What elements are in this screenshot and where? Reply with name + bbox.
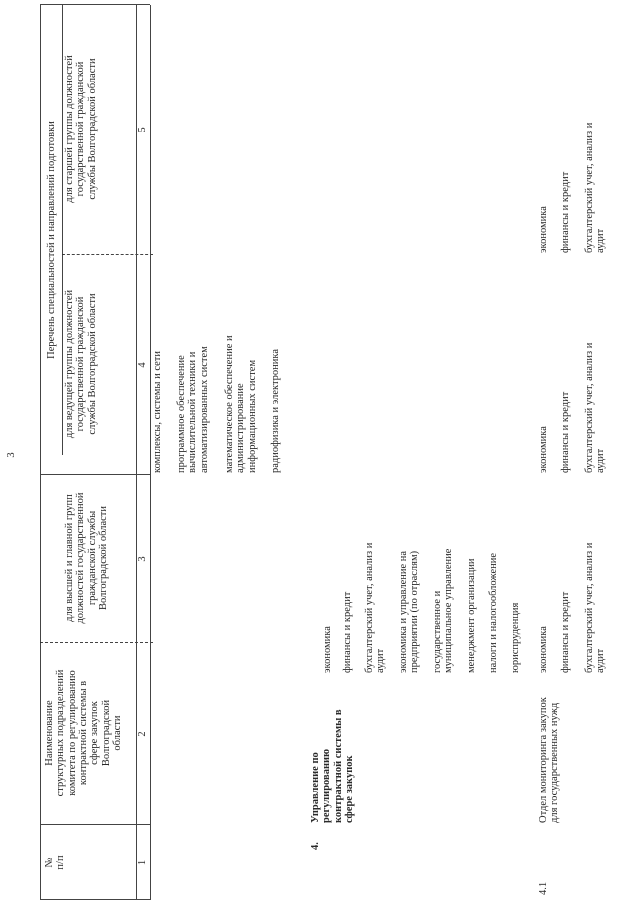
section-4-1-top-item-1: финансы и кредит — [560, 591, 571, 673]
section-4-top-item-3: экономика и управление на предприятии (по отраслям) — [398, 550, 421, 673]
col-number-3: 3 — [137, 556, 148, 562]
section-4-1-senior-item-1: финансы и кредит — [560, 171, 571, 253]
header-department-name: Наименование структурных подразделений комитета по регулированию контрактной системы в сфере закупок Волгоградской области — [44, 669, 123, 797]
section-4-name: Управление по регулированию контрактной системы в сфере закупок — [310, 709, 355, 823]
section-4-1-senior-item-2: бухгалтерский учет, анализ и аудит — [584, 122, 607, 253]
table-subheader-line — [62, 5, 63, 455]
section-4-1-top-item-2: бухгалтерский учет, анализ и аудит — [584, 542, 607, 673]
header-number: № п/п — [44, 855, 67, 870]
section-4-1-lead-item-2: бухгалтерский учет, анализ и аудит — [584, 342, 607, 473]
section-4-number: 4. — [310, 842, 321, 850]
lead-item-1: программное обеспечение вычислительной техники и автоматизированных систем — [176, 346, 210, 473]
section-4-1-senior-item-0: экономика — [538, 206, 549, 253]
section-4-top-item-2: бухгалтерский учет, анализ и аудит — [364, 542, 387, 673]
section-4-1-number: 4.1 — [538, 881, 549, 895]
header-lead-group: для ведущей группы должностей государственной гражданской службы Волгоградской области — [64, 289, 98, 439]
col-number-4: 4 — [137, 362, 148, 368]
section-4-1-top-item-0: экономика — [538, 626, 549, 673]
header-list-title: Перечень специальностей и направлений подготовки — [46, 121, 57, 359]
section-4-top-item-6: налоги и налогообложение — [488, 552, 499, 673]
table-top-border — [40, 5, 41, 900]
section-4-1-lead-item-0: экономика — [538, 426, 549, 473]
col-number-5: 5 — [137, 127, 148, 133]
section-4-top-item-1: финансы и кредит — [342, 591, 353, 673]
table-colnum-bottom-line — [150, 5, 151, 900]
col-number-1: 1 — [137, 859, 148, 866]
col-number-2: 2 — [137, 731, 148, 737]
lead-item-2: математическое обеспечение и администрирование информационных систем — [224, 335, 258, 473]
section-4-1-lead-item-1: финансы и кредит — [560, 391, 571, 473]
header-top-group: для высшей и главной групп должностей государственной гражданской службы Волгоградской области — [64, 492, 109, 624]
section-4-top-item-7: юриспруденция — [510, 602, 521, 673]
lead-item-0: комплексы, системы и сети — [152, 350, 163, 473]
section-4-1-name: Отдел мониторинга закупок для государственных нужд — [538, 697, 561, 823]
page-number: 3 — [6, 452, 17, 458]
header-senior-group: для старшей группы должностей государственной гражданской службы Волгоградской области — [64, 55, 98, 203]
section-4-top-item-0: экономика — [322, 626, 333, 673]
lead-item-3: радиофизика и электроника — [270, 348, 281, 473]
section-4-top-item-5: менеджмент организации — [466, 558, 477, 673]
section-4-top-item-4: государственное и муниципальное управление — [432, 548, 455, 673]
